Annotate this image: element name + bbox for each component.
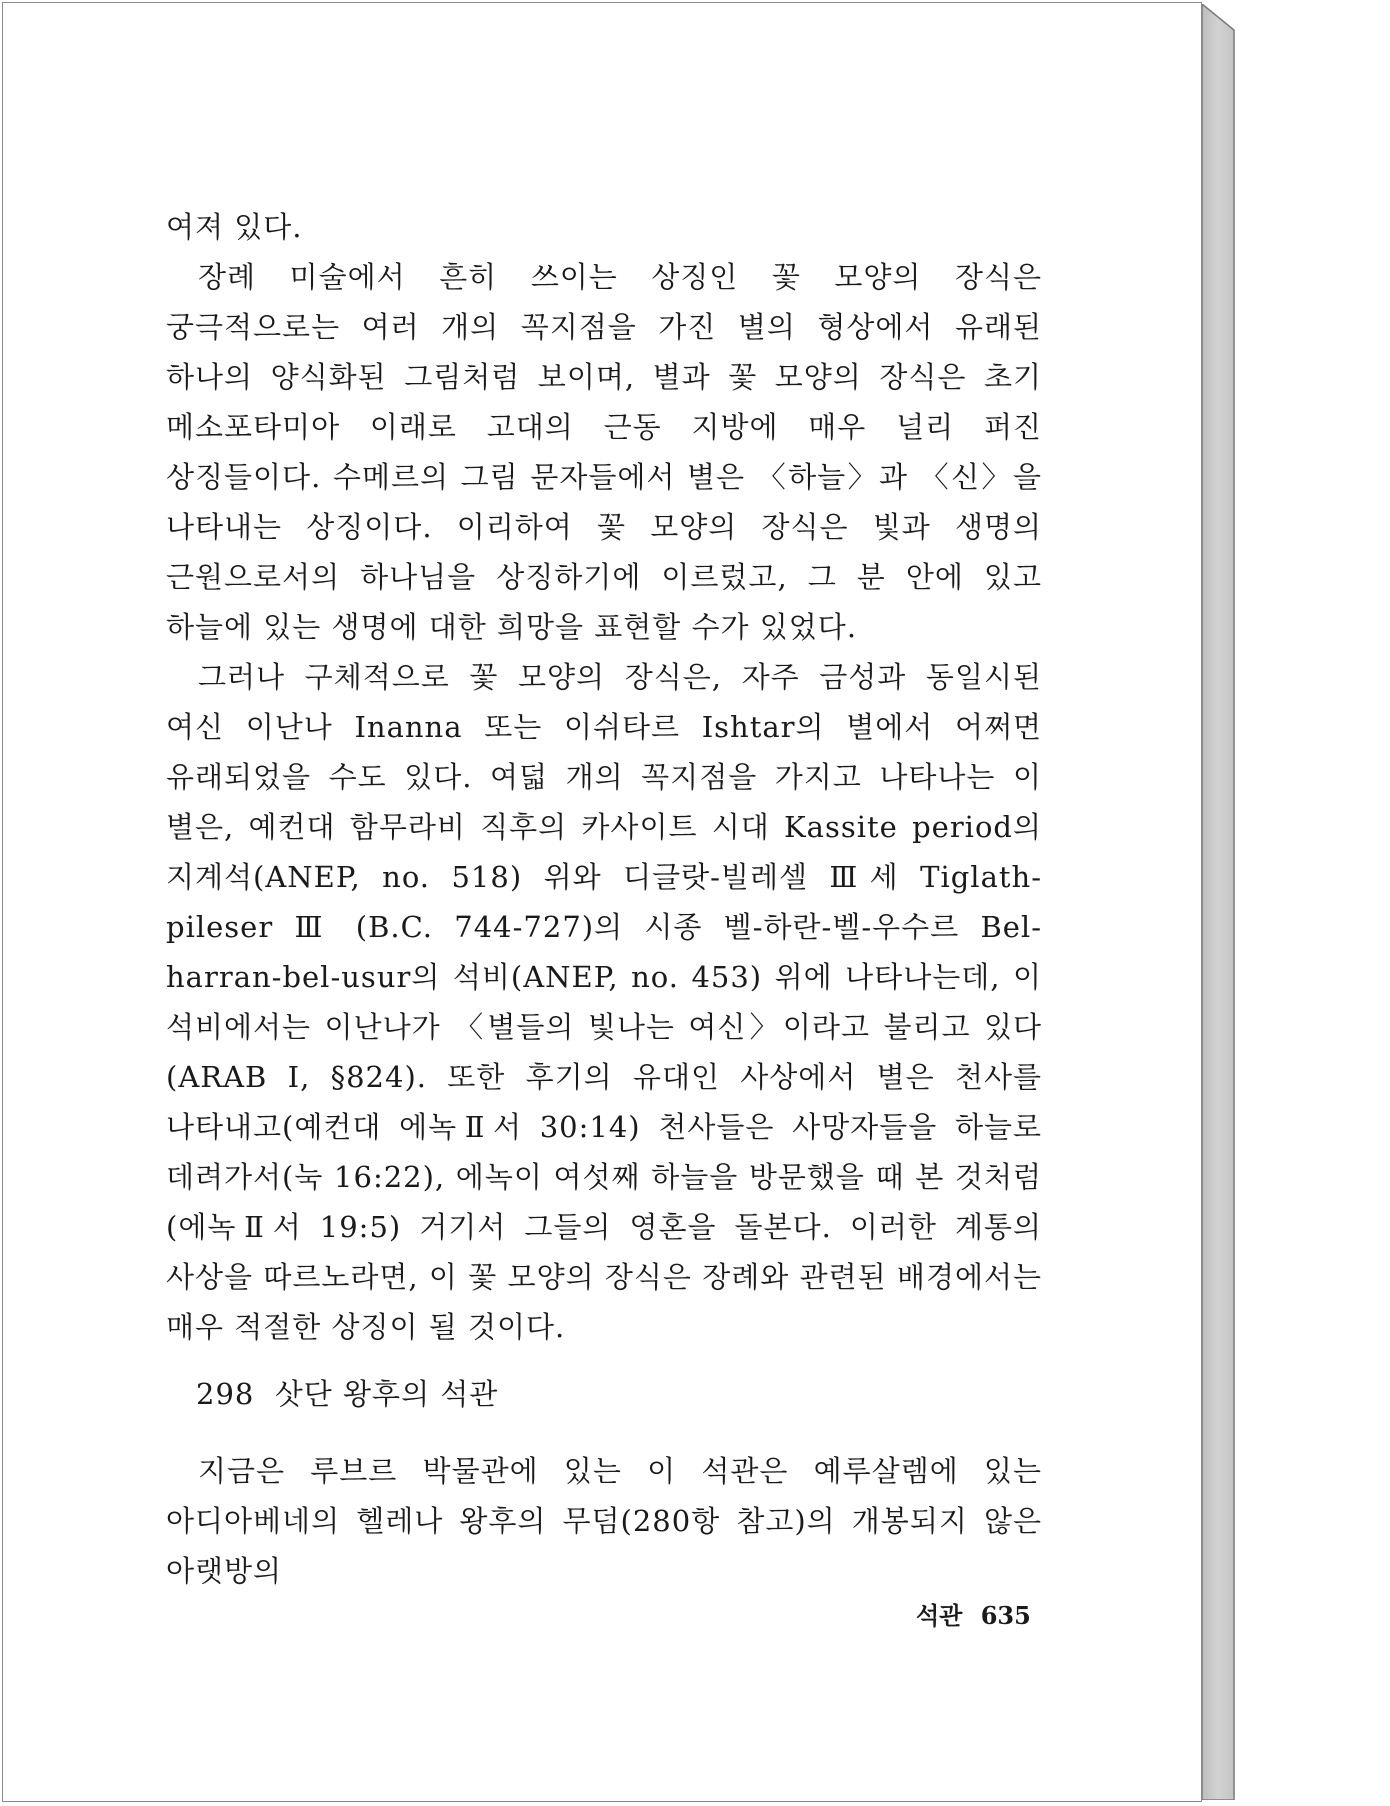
paragraph-continuation: 여져 있다.	[166, 210, 303, 244]
paragraph-sarcophagus: 지금은 루브르 박물관에 있는 이 석관은 예루살렘에 있는 아디아베네의 헬레나 왕후의 무덤(280항 참고)의 개봉되지 않은 아랫방의	[166, 1454, 1042, 1588]
book-edge	[1202, 4, 1238, 1800]
page-number: 635	[980, 1601, 1031, 1630]
section-1-text	[166, 202, 1042, 1352]
section-2-text	[166, 1446, 1042, 1596]
running-title: 석관	[916, 1601, 963, 1630]
section-heading: 298 삿단 왕후의 석관	[196, 1377, 499, 1411]
page-footer	[916, 1596, 1031, 1631]
paragraph-star-symbolism: 장례 미술에서 흔히 쓰이는 상징인 꽃 모양의 장식은 궁극적으로는 여러 개의 꼭지점을 가진 별의 형상에서 유래된 하나의 양식화된 그림처럼 보이며, 별과 꽃 모양의 장식은 초기 메소포타미아 이래로 고대의 근동 지방에 매우 널리 퍼진 상징들이다. 수메르의 그림 문자들에서 별은 〈하늘〉과 〈신〉을 나타내는 상징이다. 이리하여 꽃 모양의 장식은 빛과 생명의 근원으로서의 하나님을 상징하기에 이르렀고, 그 분 안에 있고 하늘에 있는 생명에 대한 희망을 표현할 수가 있었다.	[166, 260, 1042, 644]
paragraph-inanna-ishtar: 그러나 구체적으로 꽃 모양의 장식은, 자주 금성과 동일시된 여신 이난나 Inanna 또는 이쉬타르 Ishtar의 별에서 어쩌면 유래되었을 수도 있다. 여덟 개의 꼭지점을 가지고 나타나는 이 별은, 예컨대 함무라비 직후의 카사이트 시대 Kassite period의 지계석(ANEP, no. 518) 위와 디글랏-빌레셀 Ⅲ세 Tiglath-pileser Ⅲ (B.C. 744-727)의 시종 벨-하란-벨-우수르 Bel-harran-bel-usur의 석비(ANEP, no. 453) 위에 나타나는데, 이 석비에서는 이난나가 〈별들의 빛나는 여신〉이라고 불리고 있다(ARAB I, §824). 또한 후기의 유대인 사상에서 별은 천사를 나타내고(예컨대 에녹Ⅱ서 30:14) 천사들은 사망자들을 하늘로 데려가서(눅 16:22), 에녹이 여섯째 하늘을 방문했을 때 본 것처럼(에녹Ⅱ서 19:5) 거기서 그들의 영혼을 돌본다. 이러한 계통의 사상을 따르노라면, 이 꽃 모양의 장식은 장례와 관련된 배경에서는 매우 적절한 상징이 될 것이다.	[166, 660, 1042, 1344]
